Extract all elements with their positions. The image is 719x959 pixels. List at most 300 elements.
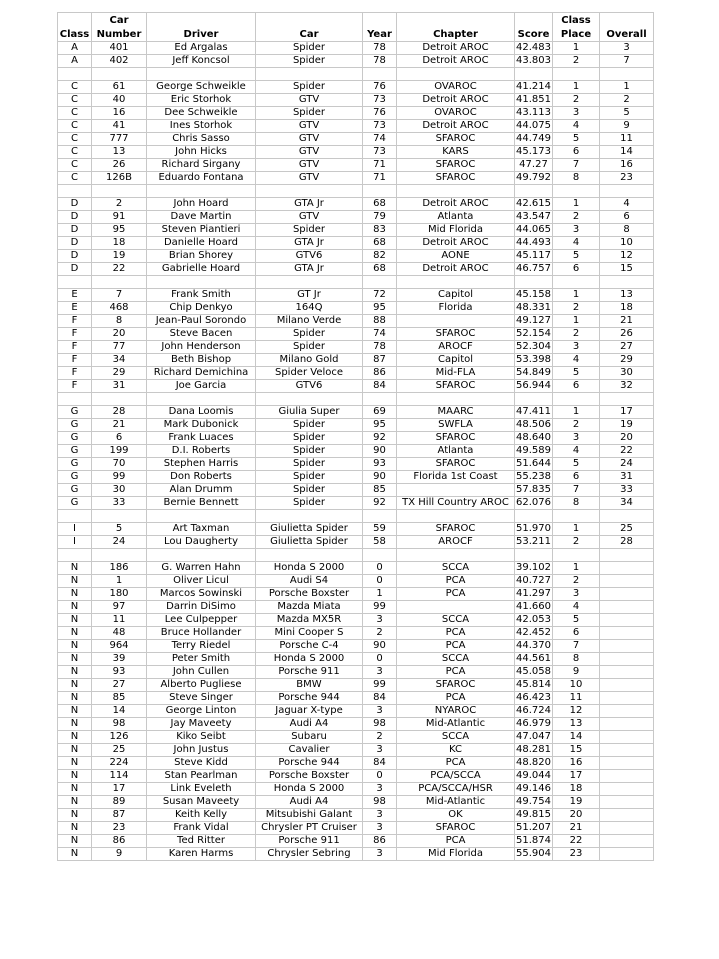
cell-car: Porsche 911 <box>256 666 363 679</box>
cell-driver: Darrin DiSimo <box>147 601 256 614</box>
cell-car-number: 31 <box>92 380 147 393</box>
cell-score: 56.944 <box>516 380 551 391</box>
cell-overall: 21 <box>600 315 654 328</box>
cell-overall <box>600 744 654 757</box>
cell-overall: 22 <box>600 445 654 458</box>
cell-car: Honda S 2000 <box>256 783 363 796</box>
cell-class: N <box>58 731 92 744</box>
cell-class: C <box>58 120 92 133</box>
cell-car-number: 93 <box>92 666 147 679</box>
table-row <box>58 159 654 172</box>
cell-class-place: 7 <box>553 484 600 497</box>
cell-car-number: 86 <box>92 835 147 848</box>
cell-score: 49.754 <box>516 796 551 807</box>
cell-score: 52.304 <box>516 341 551 352</box>
cell-overall: 31 <box>600 471 654 484</box>
table-row <box>58 770 654 783</box>
cell-class: N <box>58 770 92 783</box>
cell-chapter <box>397 484 515 497</box>
cell-year: 1 <box>363 588 397 601</box>
cell-class-place: 6 <box>553 380 600 393</box>
table-row <box>58 562 654 575</box>
cell-class-place: 4 <box>553 445 600 458</box>
cell-class-place: 8 <box>553 653 600 666</box>
table-row <box>58 458 654 471</box>
spacer-cell <box>363 393 397 406</box>
table-row <box>58 302 654 315</box>
cell-chapter: PCA <box>397 757 515 770</box>
cell-year: 0 <box>363 575 397 588</box>
cell-class-place: 1 <box>553 562 600 575</box>
cell-driver: Steve Bacen <box>147 328 256 341</box>
cell-score: 49.589 <box>516 445 551 456</box>
cell-chapter <box>397 315 515 328</box>
cell-driver: Dave Martin <box>147 211 256 224</box>
cell-car: Spider <box>256 445 363 458</box>
cell-driver: Mark Dubonick <box>147 419 256 432</box>
cell-class: F <box>58 328 92 341</box>
cell-year: 86 <box>363 367 397 380</box>
cell-car-number: 402 <box>92 55 147 68</box>
cell-chapter: PCA <box>397 640 515 653</box>
table-row <box>58 432 654 445</box>
cell-car-number: 199 <box>92 445 147 458</box>
cell-score: 41.660 <box>516 601 551 612</box>
cell-chapter: Mid-FLA <box>397 367 515 380</box>
spacer-cell <box>363 276 397 289</box>
table-row <box>58 809 654 822</box>
cell-class-place: 2 <box>553 302 600 315</box>
cell-score: 42.615 <box>516 198 551 209</box>
cell-car: Mazda Miata <box>256 601 363 614</box>
cell-car-number: 126B <box>92 172 147 185</box>
table-row <box>58 601 654 614</box>
spacer-row <box>58 276 654 289</box>
spacer-cell <box>515 393 553 406</box>
spacer-cell <box>363 510 397 523</box>
cell-chapter: SCCA <box>397 653 515 666</box>
cell-class: D <box>58 250 92 263</box>
spacer-cell <box>363 185 397 198</box>
cell-overall: 19 <box>600 419 654 432</box>
cell-car: Spider <box>256 458 363 471</box>
cell-year: 2 <box>363 731 397 744</box>
table-row <box>58 653 654 666</box>
cell-car: Jaguar X-type <box>256 705 363 718</box>
cell-class: N <box>58 848 92 861</box>
cell-class-place: 2 <box>553 211 600 224</box>
table-row <box>58 757 654 770</box>
cell-class-place: 11 <box>553 692 600 705</box>
cell-driver: Terry Riedel <box>147 640 256 653</box>
cell-car-number: 40 <box>92 94 147 107</box>
cell-chapter: Detroit AROC <box>397 42 515 55</box>
table-row <box>58 783 654 796</box>
cell-driver: Danielle Hoard <box>147 237 256 250</box>
cell-class-place: 1 <box>553 198 600 211</box>
header-chapter: Chapter <box>397 27 515 42</box>
cell-score: 53.211 <box>516 536 551 547</box>
cell-year: 0 <box>363 562 397 575</box>
spacer-row <box>58 185 654 198</box>
cell-chapter: PCA <box>397 666 515 679</box>
spacer-cell <box>92 510 147 523</box>
table-row <box>58 315 654 328</box>
cell-car-number: 1 <box>92 575 147 588</box>
cell-class-place: 13 <box>553 718 600 731</box>
cell-car: GTV <box>256 94 363 107</box>
table-row <box>58 484 654 497</box>
cell-class: G <box>58 406 92 419</box>
cell-car: GTV <box>256 146 363 159</box>
cell-car-number: 777 <box>92 133 147 146</box>
cell-class-place: 3 <box>553 341 600 354</box>
cell-score: 51.874 <box>516 835 551 846</box>
cell-class-place: 1 <box>553 289 600 302</box>
cell-year: 71 <box>363 159 397 172</box>
cell-chapter: SFAROC <box>397 679 515 692</box>
spacer-cell <box>397 276 515 289</box>
cell-overall: 12 <box>600 250 654 263</box>
cell-class-place: 4 <box>553 601 600 614</box>
spacer-cell <box>92 185 147 198</box>
cell-class: D <box>58 211 92 224</box>
cell-class: C <box>58 94 92 107</box>
cell-overall: 33 <box>600 484 654 497</box>
cell-score: 51.207 <box>516 822 551 833</box>
cell-overall <box>600 718 654 731</box>
cell-year: 90 <box>363 471 397 484</box>
header-score <box>515 13 553 28</box>
cell-score: 44.493 <box>516 237 551 248</box>
header-car-number: Number <box>92 27 147 42</box>
spacer-cell <box>256 510 363 523</box>
spacer-cell <box>92 549 147 562</box>
cell-class-place: 2 <box>553 94 600 107</box>
header-year: Year <box>363 27 397 42</box>
cell-year: 84 <box>363 757 397 770</box>
cell-year: 84 <box>363 692 397 705</box>
cell-year: 3 <box>363 744 397 757</box>
cell-chapter: AONE <box>397 250 515 263</box>
cell-car: Spider <box>256 484 363 497</box>
cell-car-number: 186 <box>92 562 147 575</box>
cell-year: 69 <box>363 406 397 419</box>
cell-driver: Dee Schweikle <box>147 107 256 120</box>
cell-class-place: 3 <box>553 588 600 601</box>
cell-score: 49.815 <box>516 809 551 820</box>
cell-class-place: 6 <box>553 263 600 276</box>
table-row <box>58 211 654 224</box>
header-year <box>363 13 397 28</box>
table-row <box>58 796 654 809</box>
cell-car: Chrysler Sebring <box>256 848 363 861</box>
cell-car-number: 6 <box>92 432 147 445</box>
cell-class: D <box>58 263 92 276</box>
header-car <box>256 13 363 28</box>
cell-year: 76 <box>363 81 397 94</box>
cell-score: 44.749 <box>516 133 551 144</box>
cell-car-number: 28 <box>92 406 147 419</box>
cell-class-place: 6 <box>553 146 600 159</box>
cell-score: 48.640 <box>516 432 551 443</box>
cell-car: Giulia Super <box>256 406 363 419</box>
cell-class-place: 5 <box>553 614 600 627</box>
spacer-cell <box>256 185 363 198</box>
cell-year: 73 <box>363 120 397 133</box>
cell-year: 95 <box>363 302 397 315</box>
cell-overall <box>600 588 654 601</box>
spacer-cell <box>256 276 363 289</box>
cell-driver: Steve Singer <box>147 692 256 705</box>
cell-driver: Eduardo Fontana <box>147 172 256 185</box>
cell-score: 45.058 <box>516 666 551 677</box>
spacer-cell <box>256 68 363 81</box>
cell-class: A <box>58 55 92 68</box>
cell-year: 0 <box>363 770 397 783</box>
cell-car: Mini Cooper S <box>256 627 363 640</box>
cell-car-number: 24 <box>92 536 147 549</box>
cell-car: GTV6 <box>256 380 363 393</box>
cell-score: 49.792 <box>516 172 551 183</box>
table-row <box>58 224 654 237</box>
spacer-cell <box>515 185 553 198</box>
spacer-cell <box>92 393 147 406</box>
cell-chapter: PCA/SCCA/HSR <box>397 783 515 796</box>
cell-driver: John Justus <box>147 744 256 757</box>
table-row <box>58 250 654 263</box>
cell-class: N <box>58 744 92 757</box>
cell-class-place: 2 <box>553 328 600 341</box>
cell-chapter: SFAROC <box>397 432 515 445</box>
cell-overall <box>600 562 654 575</box>
cell-driver: Stephen Harris <box>147 458 256 471</box>
cell-overall <box>600 848 654 861</box>
cell-class: E <box>58 289 92 302</box>
cell-class: C <box>58 172 92 185</box>
spacer-cell <box>58 185 92 198</box>
cell-car-number: 17 <box>92 783 147 796</box>
cell-class: N <box>58 783 92 796</box>
cell-class: N <box>58 718 92 731</box>
cell-class-place: 5 <box>553 250 600 263</box>
cell-car: Subaru <box>256 731 363 744</box>
cell-car-number: 964 <box>92 640 147 653</box>
cell-chapter: SFAROC <box>397 458 515 471</box>
cell-chapter: Detroit AROC <box>397 198 515 211</box>
table-row <box>58 731 654 744</box>
cell-score: 44.370 <box>516 640 551 651</box>
cell-car-number: 91 <box>92 211 147 224</box>
spacer-cell <box>553 68 600 81</box>
spacer-cell <box>515 510 553 523</box>
cell-driver: Susan Maveety <box>147 796 256 809</box>
cell-car: Porsche 944 <box>256 757 363 770</box>
cell-year: 76 <box>363 107 397 120</box>
cell-driver: Marcos Sowinski <box>147 588 256 601</box>
cell-car-number: 20 <box>92 328 147 341</box>
cell-car-number: 34 <box>92 354 147 367</box>
cell-class: N <box>58 679 92 692</box>
spacer-cell <box>147 276 256 289</box>
cell-year: 78 <box>363 55 397 68</box>
spacer-cell <box>397 68 515 81</box>
cell-driver: Dana Loomis <box>147 406 256 419</box>
cell-score: 46.423 <box>516 692 551 703</box>
cell-car: Spider <box>256 107 363 120</box>
cell-class-place: 7 <box>553 159 600 172</box>
cell-score: 43.113 <box>516 107 551 118</box>
cell-class-place: 15 <box>553 744 600 757</box>
cell-car: Spider <box>256 42 363 55</box>
cell-overall: 27 <box>600 341 654 354</box>
cell-class-place: 3 <box>553 107 600 120</box>
cell-class: D <box>58 237 92 250</box>
cell-class-place: 14 <box>553 731 600 744</box>
cell-overall: 11 <box>600 133 654 146</box>
cell-car-number: 21 <box>92 419 147 432</box>
cell-score: 53.398 <box>516 354 551 365</box>
cell-score: 41.214 <box>516 81 551 92</box>
cell-class-place: 2 <box>553 55 600 68</box>
table-row <box>58 198 654 211</box>
cell-score: 62.076 <box>516 497 551 508</box>
table-row <box>58 822 654 835</box>
cell-driver: George Linton <box>147 705 256 718</box>
cell-class-place: 19 <box>553 796 600 809</box>
cell-driver: Alberto Pugliese <box>147 679 256 692</box>
spacer-cell <box>397 549 515 562</box>
spacer-cell <box>553 185 600 198</box>
cell-class-place: 4 <box>553 120 600 133</box>
cell-year: 98 <box>363 796 397 809</box>
cell-car: Spider <box>256 81 363 94</box>
cell-car: Mitsubishi Galant <box>256 809 363 822</box>
cell-class-place: 5 <box>553 133 600 146</box>
cell-class-place: 12 <box>553 705 600 718</box>
cell-year: 68 <box>363 263 397 276</box>
cell-chapter: SFAROC <box>397 380 515 393</box>
table-row <box>58 692 654 705</box>
cell-overall: 24 <box>600 458 654 471</box>
cell-driver: Stan Pearlman <box>147 770 256 783</box>
cell-car: Porsche Boxster <box>256 588 363 601</box>
spacer-cell <box>147 185 256 198</box>
cell-class-place: 21 <box>553 822 600 835</box>
cell-score: 51.970 <box>516 523 551 534</box>
cell-driver: Eric Storhok <box>147 94 256 107</box>
cell-driver: Ed Argalas <box>147 42 256 55</box>
cell-driver: G. Warren Hahn <box>147 562 256 575</box>
cell-driver: Chris Sasso <box>147 133 256 146</box>
table-row <box>58 81 654 94</box>
cell-year: 72 <box>363 289 397 302</box>
spacer-row <box>58 510 654 523</box>
cell-chapter: Detroit AROC <box>397 237 515 250</box>
cell-score: 41.297 <box>516 588 551 599</box>
cell-class: F <box>58 354 92 367</box>
cell-class-place: 22 <box>553 835 600 848</box>
cell-car: Giulietta Spider <box>256 536 363 549</box>
cell-driver: Frank Vidal <box>147 822 256 835</box>
cell-class: C <box>58 159 92 172</box>
table-row <box>58 679 654 692</box>
cell-driver: Beth Bishop <box>147 354 256 367</box>
cell-overall: 3 <box>600 42 654 55</box>
cell-driver: John Hoard <box>147 198 256 211</box>
cell-overall <box>600 666 654 679</box>
cell-class-place: 1 <box>553 42 600 55</box>
cell-overall <box>600 835 654 848</box>
table-row <box>58 328 654 341</box>
spacer-row <box>58 549 654 562</box>
cell-overall: 4 <box>600 198 654 211</box>
cell-chapter: Mid-Atlantic <box>397 718 515 731</box>
cell-chapter: SFAROC <box>397 159 515 172</box>
cell-chapter: Florida <box>397 302 515 315</box>
cell-driver: Bruce Hollander <box>147 627 256 640</box>
header-class-place: Place <box>553 27 600 42</box>
cell-car-number: 85 <box>92 692 147 705</box>
cell-car-number: 224 <box>92 757 147 770</box>
cell-chapter: MAARC <box>397 406 515 419</box>
cell-score: 42.483 <box>516 42 551 53</box>
cell-driver: John Cullen <box>147 666 256 679</box>
cell-overall: 18 <box>600 302 654 315</box>
cell-class-place: 9 <box>553 666 600 679</box>
cell-car-number: 33 <box>92 497 147 510</box>
cell-car-number: 89 <box>92 796 147 809</box>
cell-year: 90 <box>363 445 397 458</box>
cell-chapter: Atlanta <box>397 211 515 224</box>
cell-overall <box>600 692 654 705</box>
cell-year: 92 <box>363 432 397 445</box>
cell-score: 51.644 <box>516 458 551 469</box>
cell-year: 68 <box>363 198 397 211</box>
cell-driver: Joe Garcia <box>147 380 256 393</box>
table-row <box>58 666 654 679</box>
cell-year: 98 <box>363 718 397 731</box>
cell-score: 45.117 <box>516 250 551 261</box>
cell-car-number: 95 <box>92 224 147 237</box>
cell-chapter: PCA <box>397 835 515 848</box>
cell-year: 3 <box>363 705 397 718</box>
cell-class: E <box>58 302 92 315</box>
cell-class: D <box>58 198 92 211</box>
spacer-cell <box>58 393 92 406</box>
cell-class-place: 23 <box>553 848 600 861</box>
table-row <box>58 289 654 302</box>
table-row <box>58 718 654 731</box>
cell-driver: Oliver Licul <box>147 575 256 588</box>
cell-year: 3 <box>363 666 397 679</box>
cell-car-number: 87 <box>92 809 147 822</box>
header-driver: Driver <box>147 27 256 42</box>
cell-overall <box>600 653 654 666</box>
cell-class-place: 2 <box>553 536 600 549</box>
cell-driver: Karen Harms <box>147 848 256 861</box>
cell-class: N <box>58 627 92 640</box>
cell-year: 90 <box>363 640 397 653</box>
cell-chapter: Detroit AROC <box>397 55 515 68</box>
table-row <box>58 588 654 601</box>
cell-chapter: SFAROC <box>397 172 515 185</box>
spacer-cell <box>147 510 256 523</box>
cell-car: Spider <box>256 471 363 484</box>
cell-class-place: 10 <box>553 679 600 692</box>
spacer-cell <box>256 549 363 562</box>
cell-overall <box>600 705 654 718</box>
